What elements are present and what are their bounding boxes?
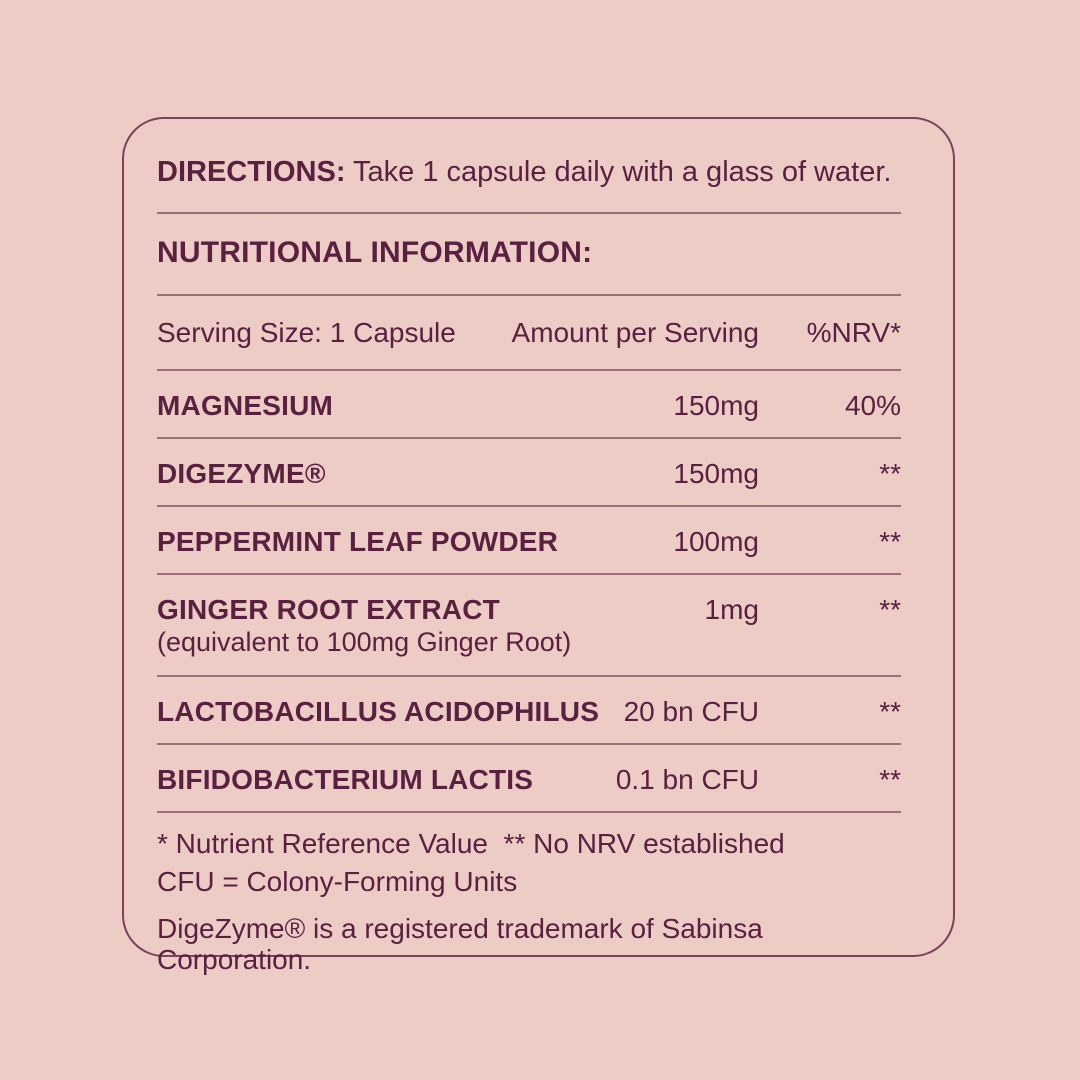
ingredient-name: GINGER ROOT EXTRACT xyxy=(157,594,500,625)
nutrition-heading: NUTRITIONAL INFORMATION: xyxy=(157,214,901,296)
trademark-footnote: DigeZyme® is a registered trademark of Sabinsa Corporation. xyxy=(157,913,771,975)
ingredient-name-block xyxy=(157,594,571,659)
directions-label: DIRECTIONS: xyxy=(157,156,346,188)
ingredient-nrv: ** xyxy=(879,458,901,489)
ingredient-name-block xyxy=(157,696,599,727)
ingredient-name-block xyxy=(157,764,533,795)
ingredient-note: (equivalent to 100mg Ginger Root) xyxy=(157,627,572,657)
ingredient-name-block xyxy=(157,458,326,489)
ingredient-amount: 1mg xyxy=(704,594,759,625)
ingredient-name: MAGNESIUM xyxy=(157,390,334,421)
ingredient-nrv: ** xyxy=(879,764,901,795)
ingredient-amount: 0.1 bn CFU xyxy=(615,764,759,795)
ingredient-amount: 20 bn CFU xyxy=(623,696,759,727)
ingredient-name-block xyxy=(157,526,558,557)
table-row xyxy=(157,745,901,813)
ingredient-name: BIFIDOBACTERIUM LACTIS xyxy=(157,764,534,795)
table-row xyxy=(157,371,901,439)
table-header-row xyxy=(157,296,901,371)
nutrition-table xyxy=(157,296,901,813)
ingredient-nrv: ** xyxy=(879,594,901,625)
nrv-footnote: * Nutrient Reference Value ** No NRV established xyxy=(157,828,785,859)
ingredient-nrv: 40% xyxy=(844,390,901,421)
table-row xyxy=(157,439,901,507)
ingredient-nrv: ** xyxy=(879,526,901,557)
nrv-header: %NRV* xyxy=(806,317,901,348)
cfu-footnote: CFU = Colony-Forming Units xyxy=(157,866,518,897)
ingredient-amount: 100mg xyxy=(673,526,759,557)
ingredient-name: PEPPERMINT LEAF POWDER xyxy=(157,526,559,557)
table-row xyxy=(157,575,901,677)
table-row xyxy=(157,677,901,745)
footnotes-section xyxy=(157,813,901,975)
ingredient-name: DIGEZYME® xyxy=(157,458,326,489)
nutrition-label-card xyxy=(122,117,955,975)
serving-size-label: Serving Size: 1 Capsule xyxy=(157,317,456,348)
amount-header: Amount per Serving xyxy=(511,317,759,348)
directions-section xyxy=(157,119,901,214)
directions-text: Take 1 capsule daily with a glass of water. xyxy=(345,156,892,188)
ingredient-amount: 150mg xyxy=(673,458,759,489)
ingredient-nrv: ** xyxy=(879,696,901,727)
ingredient-name: LACTOBACILLUS ACIDOPHILUS xyxy=(157,696,600,727)
ingredient-amount: 150mg xyxy=(673,390,759,421)
table-row xyxy=(157,507,901,575)
ingredient-name-block xyxy=(157,390,333,421)
